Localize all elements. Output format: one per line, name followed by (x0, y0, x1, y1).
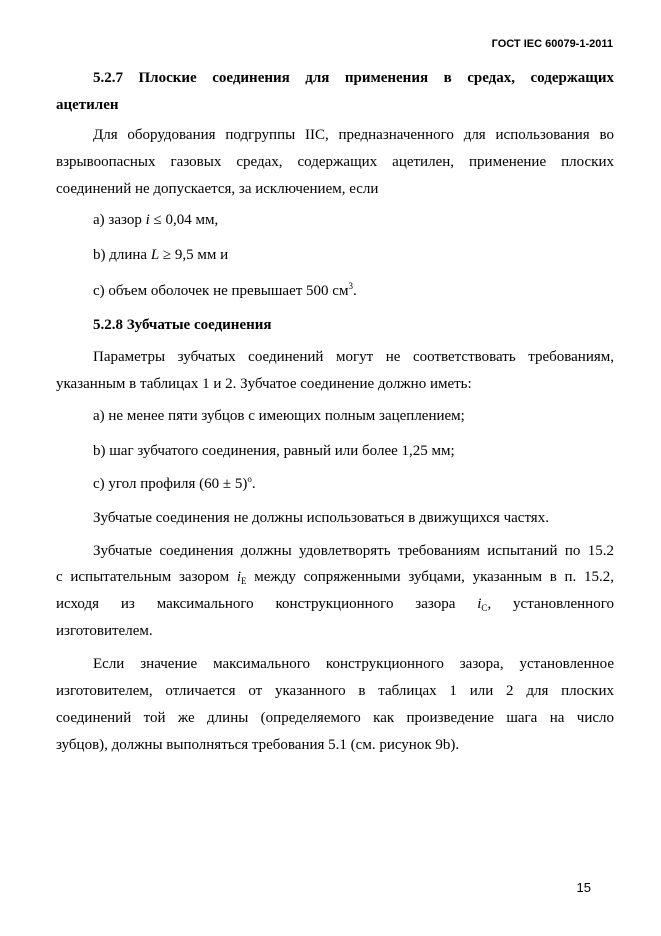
paragraph-line: соединений той же длины (определяемого как произведение шага на число (56, 710, 614, 726)
document-code: ГОСТ IEC 60079-1-2011 (491, 38, 613, 50)
paragraph-line: взрывоопасных газовых средах, содержащих ацетилен, применение плоских (56, 154, 614, 170)
paragraph-line: изготовителем, отличается от указанного в таблицах 1 или 2 для плоских (56, 683, 614, 699)
list-item-text: . (251, 476, 256, 492)
list-item-c (93, 282, 357, 300)
design-gap-symbol: i (477, 596, 482, 612)
list-item-text: ≥ 9,5 мм и (159, 247, 229, 263)
paragraph-text: между сопряженными зубцами, указанным в п. 15.2, (246, 569, 614, 585)
paragraph-line: указанным в таблицах 1 и 2. Зубчатое соединение должно иметь: (56, 376, 472, 392)
list-item-b (93, 246, 228, 264)
list-item-b: b) шаг зубчатого соединения, равный или более 1,25 мм; (93, 443, 455, 459)
paragraph-line: Зубчатые соединения не должны использоваться в движущихся частях. (93, 510, 549, 526)
length-symbol: L (150, 247, 160, 263)
list-item-a: a) не менее пяти зубцов с имеющих полным зацеплением; (93, 408, 465, 424)
paragraph-line: соединений не допускается, за исключением, если (56, 181, 379, 197)
list-item-text: ≤ 0,04 мм, (149, 212, 219, 228)
list-item-text: a) зазор (93, 212, 146, 228)
section-5-2-8-title: 5.2.8 Зубчатые соединения (93, 317, 272, 333)
list-item-a (93, 211, 218, 229)
paragraph-line: Параметры зубчатых соединений могут не соответствовать требованиям, (93, 349, 614, 365)
paragraph-line: Зубчатые соединения должны удовлетворять требованиям испытаний по 15.2 (93, 543, 614, 559)
superscript: 3 (348, 281, 353, 291)
paragraph-text: исходя из максимального конструкционного зазора (56, 596, 478, 612)
list-item-text: . (352, 283, 357, 299)
section-5-2-7-title-cont: ацетилен (56, 97, 119, 113)
paragraph-text: с испытательным зазором (56, 569, 237, 585)
paragraph-line (56, 595, 614, 613)
paragraph-line: зубцов), должны выполняться требования 5.1 (см. рисунок 9b). (56, 737, 460, 753)
subscript: C (481, 603, 488, 613)
subscript: E (241, 576, 247, 586)
list-item-c (93, 475, 256, 493)
list-item-text: c) угол профиля (60 ± 5) (93, 476, 248, 492)
test-gap-symbol: i (236, 569, 242, 585)
superscript: о (247, 474, 252, 484)
paragraph-line (56, 568, 614, 586)
paragraph-text: , установленного (487, 596, 614, 612)
paragraph-line: Если значение максимального конструкционного зазора, установленное (93, 656, 614, 672)
list-item-text: b) длина (93, 247, 151, 263)
page-number: 15 (576, 880, 591, 895)
section-5-2-7-title: 5.2.7 Плоские соединения для применения в средах, содержащих (93, 70, 614, 86)
list-item-text: c) объем оболочек не превышает 500 см (93, 283, 349, 299)
paragraph-line: изготовителем. (56, 623, 153, 639)
gap-symbol: i (145, 212, 150, 228)
paragraph-line: Для оборудования подгруппы IIC, предназначенного для использования во (93, 127, 614, 143)
